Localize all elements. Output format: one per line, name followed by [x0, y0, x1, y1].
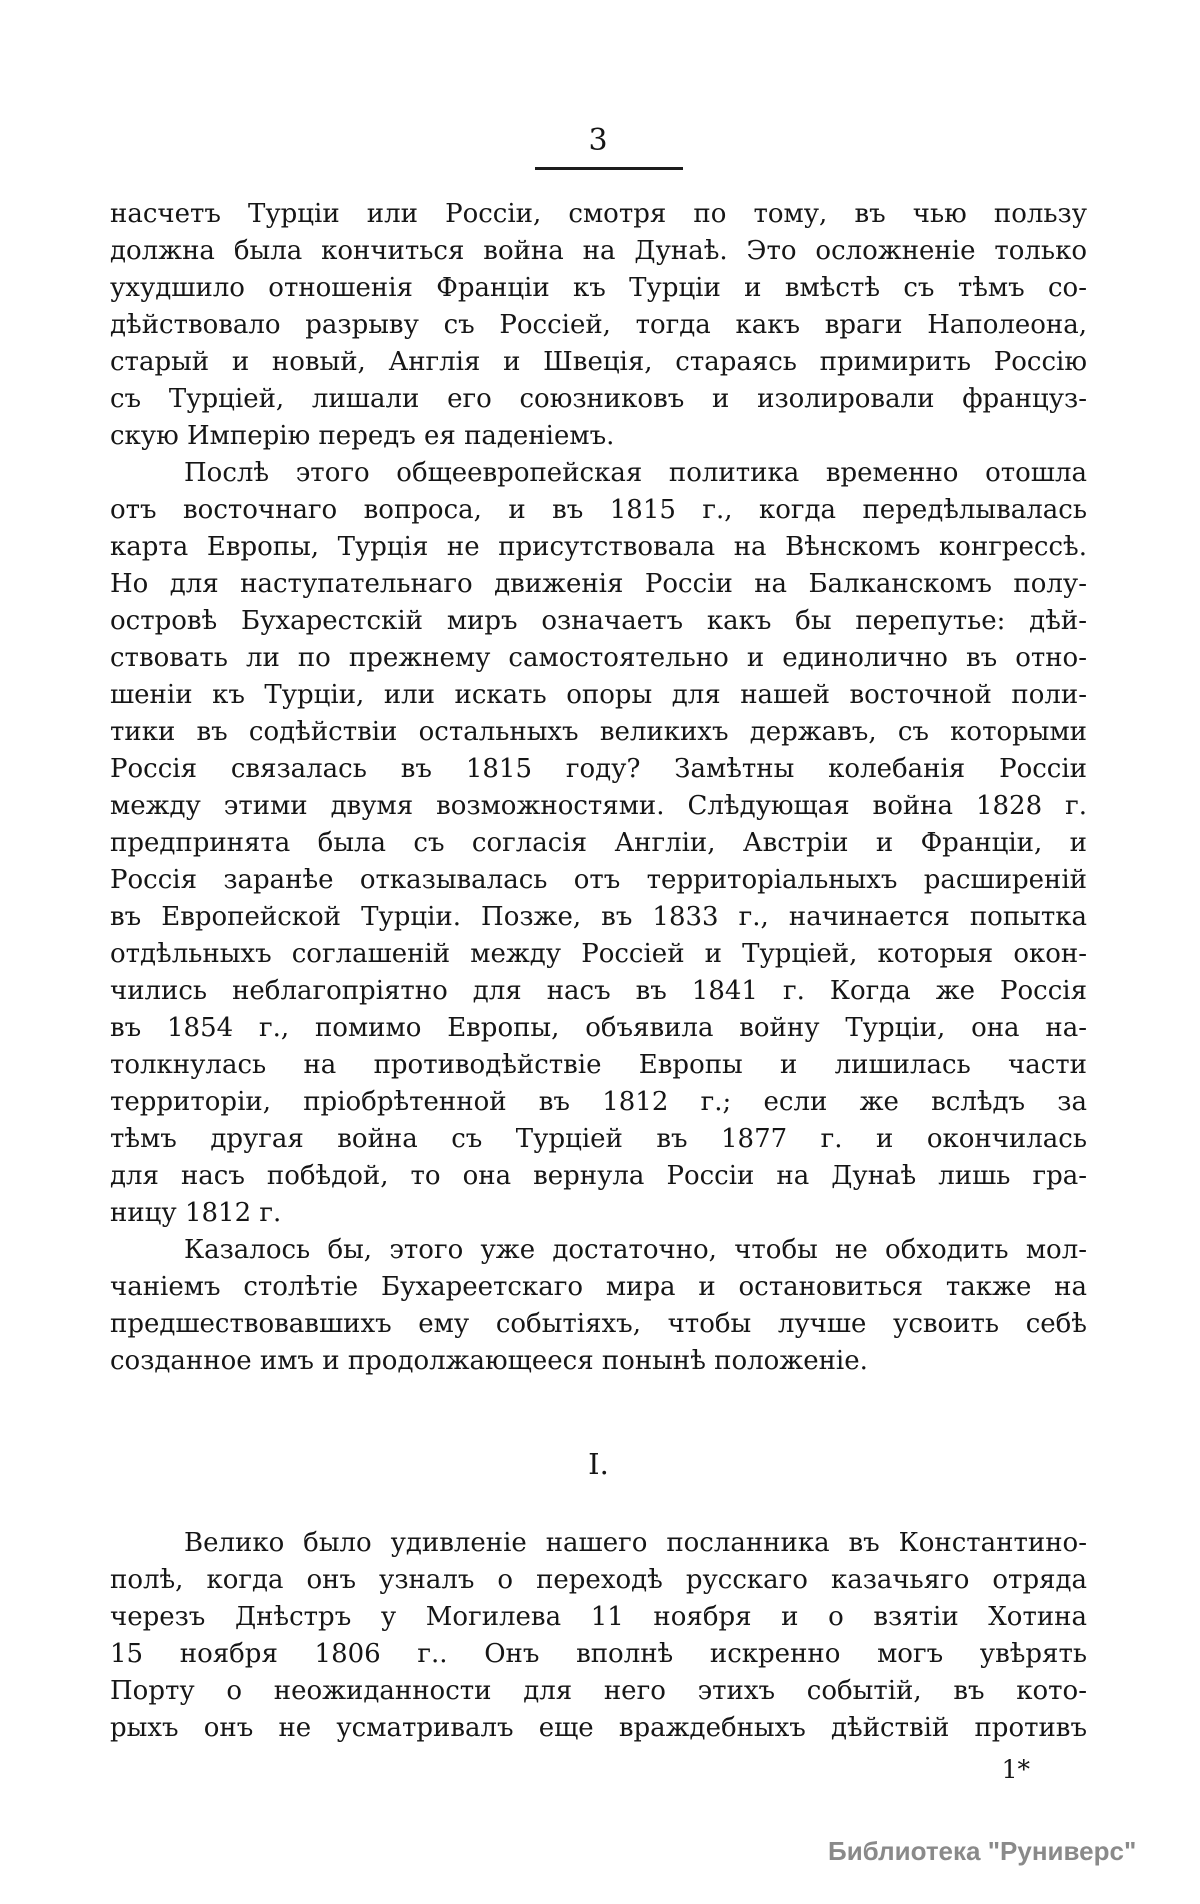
text-line: для насъ побѣдой, то она вернула Россіи на Дунаѣ лишь гра- — [110, 1161, 1087, 1191]
text-line: ствовать ли по прежнему самостоятельно и единолично въ отно- — [110, 643, 1087, 673]
text-line: рыхъ онъ не усматривалъ еще враждебныхъ дѣйствій противъ — [110, 1713, 1087, 1743]
text-line: черезъ Днѣстръ у Могилева 11 ноября и о взятіи Хотина — [110, 1602, 1087, 1632]
text-line: территоріи, пріобрѣтенной въ 1812 г.; если же вслѣдъ за — [110, 1087, 1087, 1117]
section-heading: I. — [588, 1447, 609, 1481]
text-line: старый и новый, Англія и Швеція, стараясь примирить Россію — [110, 347, 1087, 377]
text-line: 15 ноября 1806 г.. Онъ вполнѣ искренно могъ увѣрять — [110, 1639, 1087, 1669]
text-line: между этими двумя возможностями. Слѣдующая война 1828 г. — [110, 791, 1087, 821]
text-line: полѣ, когда онъ узналъ о переходѣ русскаго казачьяго отряда — [110, 1565, 1087, 1595]
text-block — [110, 196, 1087, 1785]
text-line: съ Турціей, лишали его союзниковъ и изолировали француз- — [110, 384, 1087, 414]
text-line: отдѣльныхъ соглашеній между Россіей и Турціей, которыя окон- — [110, 939, 1087, 969]
text-line: ухудшило отношенія Франціи къ Турціи и вмѣстѣ съ тѣмъ со- — [110, 273, 1087, 303]
text-line: тѣмъ другая война съ Турціей въ 1877 г. и окончилась — [110, 1124, 1087, 1154]
text-line: Россія заранѣе отказывалась отъ территоріальныхъ расширеній — [110, 865, 1087, 895]
signature-mark: 1* — [1001, 1755, 1030, 1784]
text-line: островѣ Бухарестскій миръ означаетъ какъ бы перепутье: дѣй- — [110, 606, 1087, 636]
text-line: въ Европейской Турціи. Позже, въ 1833 г., начинается попытка — [110, 902, 1087, 932]
text-line: Казалось бы, этого уже достаточно, чтобы не обходить мол- — [184, 1235, 1087, 1265]
text-line: Россія связалась въ 1815 году? Замѣтны колебанія Россіи — [110, 754, 1087, 784]
text-line: карта Европы, Турція не присутствовала на Вѣнскомъ конгрессѣ. — [110, 532, 1087, 562]
text-line: толкнулась на противодѣйствіе Европы и лишилась части — [110, 1050, 1087, 1080]
text-line: тики въ содѣйствіи остальныхъ великихъ державъ, съ которыми — [110, 717, 1087, 747]
text-line: насчетъ Турціи или Россіи, смотря по тому, въ чью пользу — [110, 199, 1087, 229]
text-line: Порту о неожиданности для него этихъ событій, въ кото- — [110, 1676, 1087, 1706]
page-number: 3 — [588, 123, 609, 158]
library-watermark: Библиотека "Руниверс" — [828, 1836, 1137, 1866]
text-line: дѣйствовало разрыву съ Россіей, тогда какъ враги Наполеона, — [110, 310, 1087, 340]
page-number-rule — [535, 167, 683, 170]
text-line: предпринята была съ согласія Англіи, Австріи и Франціи, и — [110, 828, 1087, 858]
text-line: предшествовавшихъ ему событіяхъ, чтобы лучше усвоить себѣ — [110, 1309, 1087, 1339]
text-line: чаніемъ столѣтіе Бухареетскаго мира и остановиться также на — [110, 1272, 1087, 1302]
text-line: должна была кончиться война на Дунаѣ. Это осложненіе только — [110, 236, 1087, 266]
text-line: чились неблагопріятно для насъ въ 1841 г. Когда же Россія — [110, 976, 1087, 1006]
text-line: Послѣ этого общеевропейская политика временно отошла — [184, 458, 1087, 488]
text-line: Но для наступательнаго движенія Россіи на Балканскомъ полу- — [110, 569, 1087, 599]
text-line: ницу 1812 г. — [110, 1198, 282, 1228]
text-line: отъ восточнаго вопроса, и въ 1815 г., когда передѣлывалась — [110, 495, 1087, 525]
text-line: Велико было удивленіе нашего посланника въ Константино- — [184, 1528, 1087, 1558]
text-line: скую Имперію передъ ея паденіемъ. — [110, 421, 615, 451]
text-line: въ 1854 г., помимо Европы, объявила войну Турціи, она на- — [110, 1013, 1087, 1043]
text-line: созданное имъ и продолжающееся понынѣ положеніе. — [110, 1346, 868, 1376]
text-line: шеніи къ Турціи, или искать опоры для нашей восточной поли- — [110, 680, 1087, 710]
